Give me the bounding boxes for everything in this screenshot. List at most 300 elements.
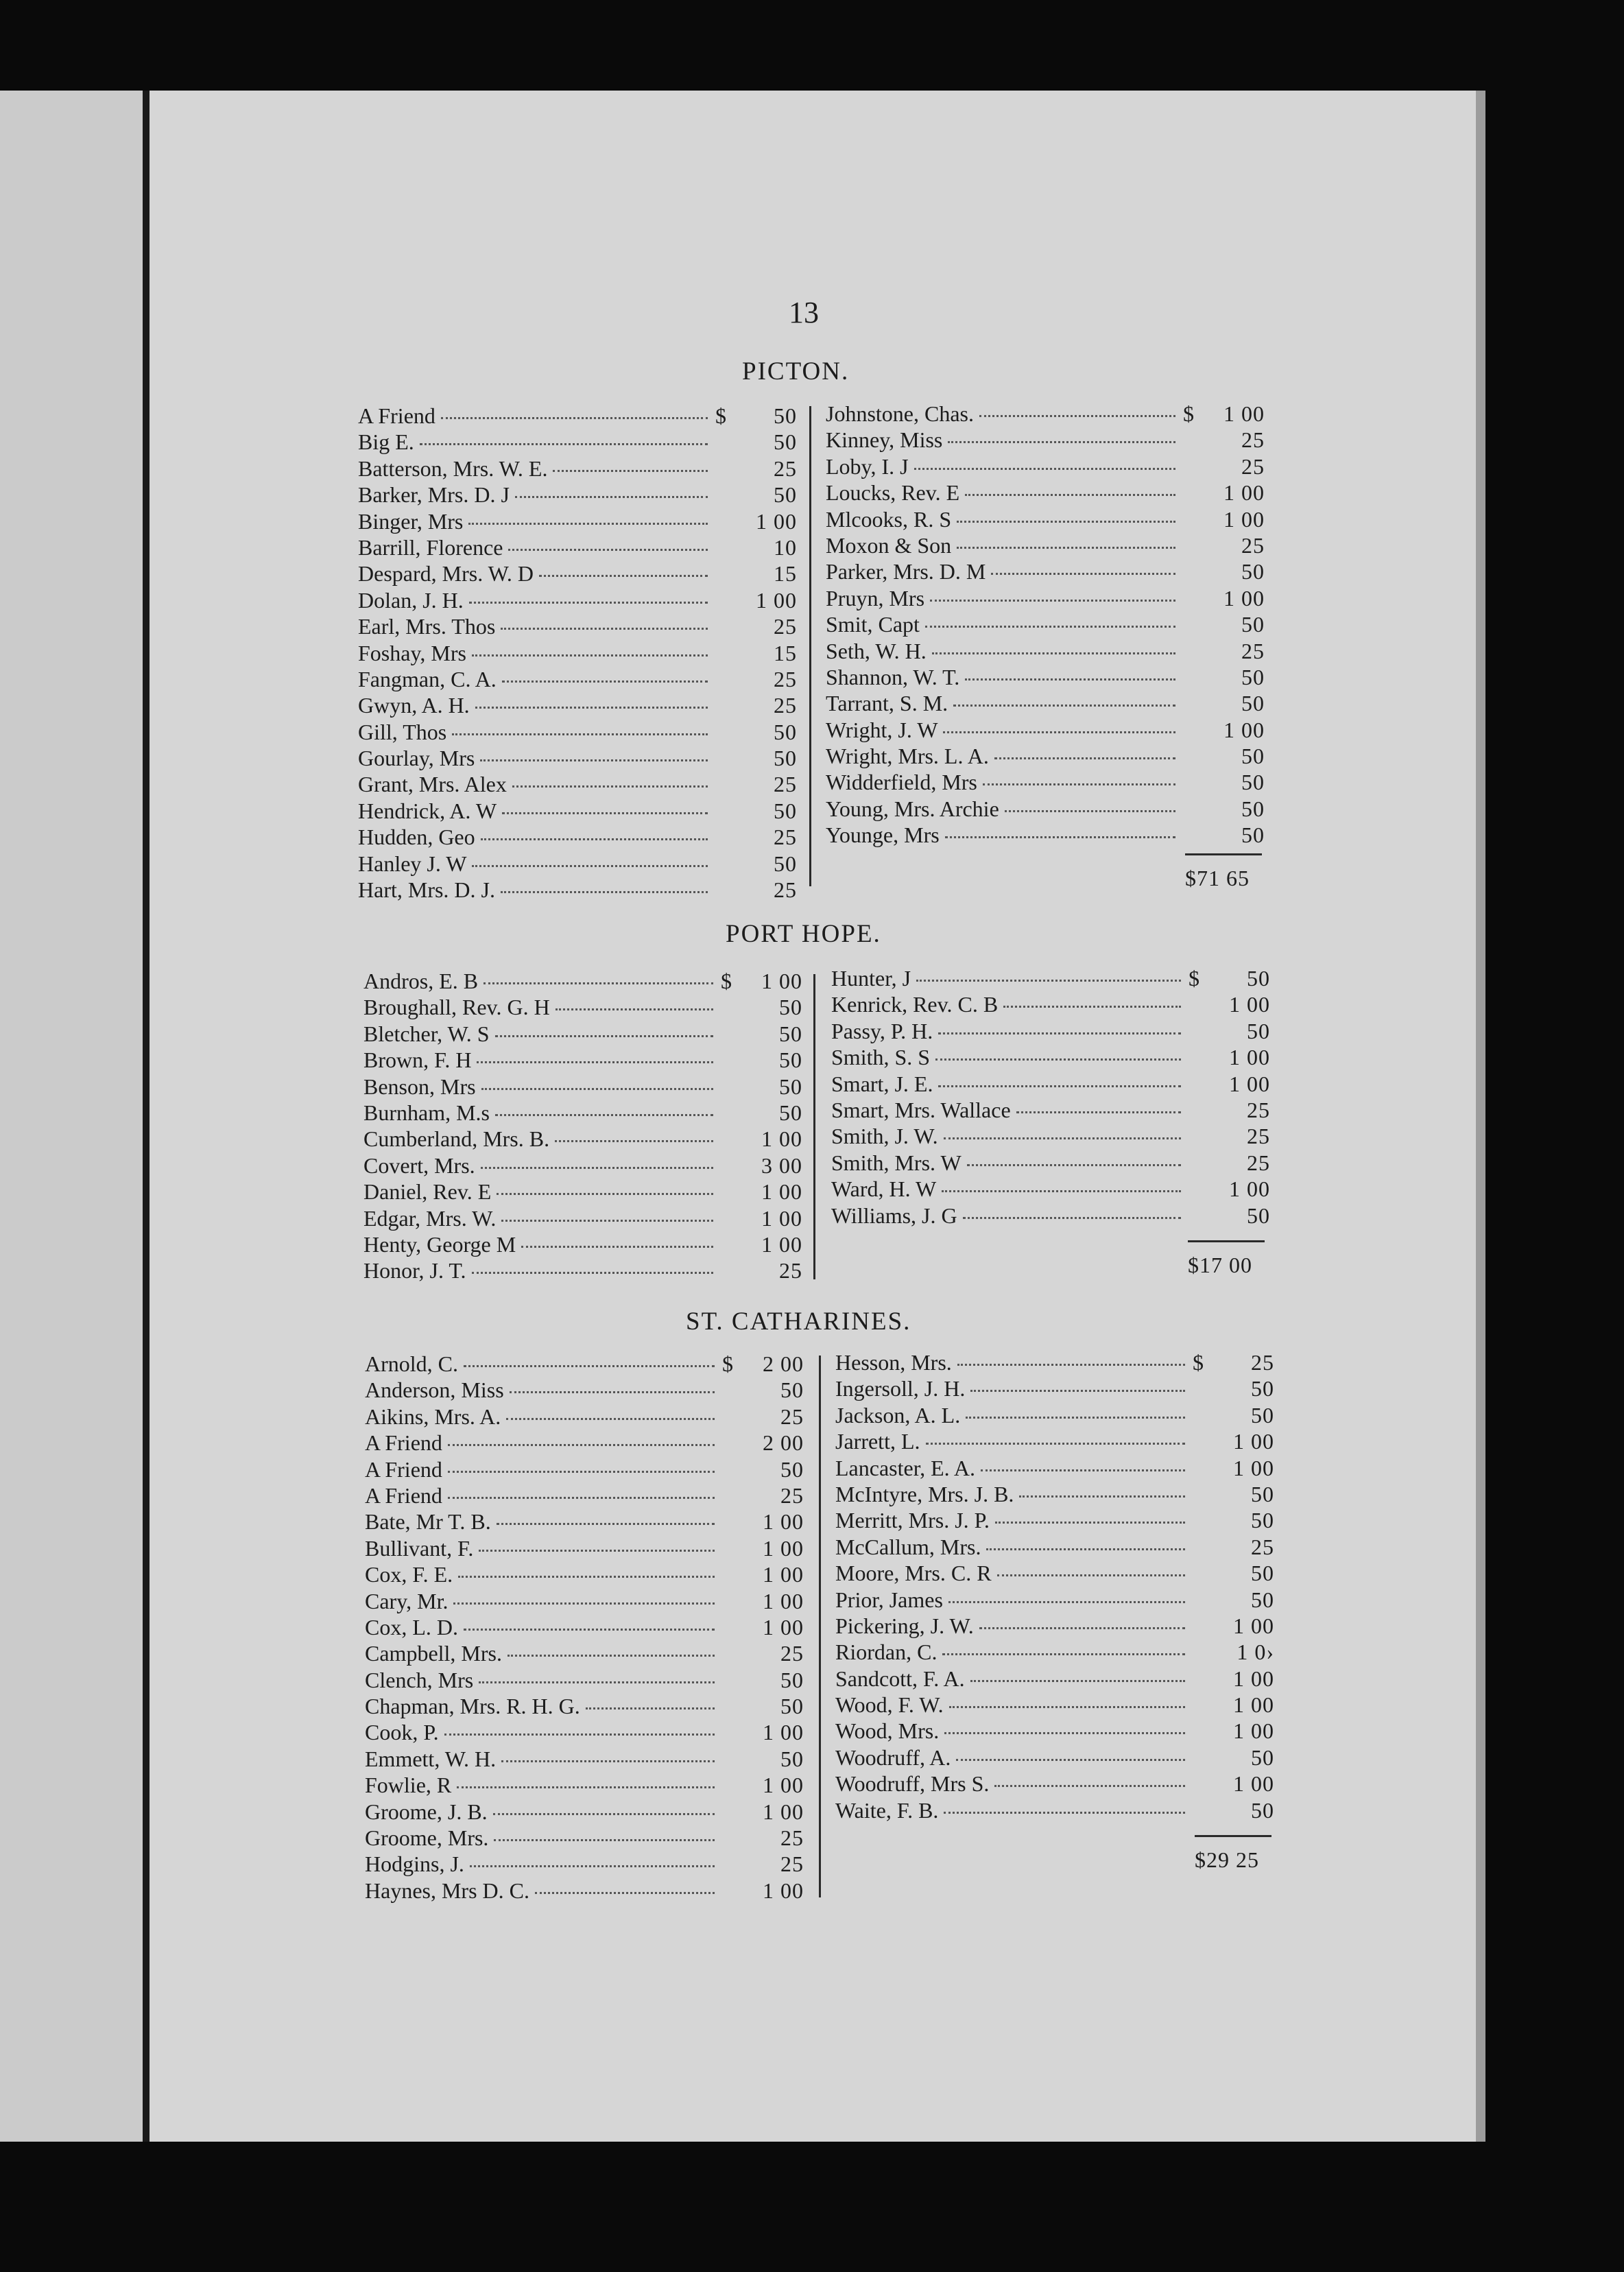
dot-leader [944, 1137, 1181, 1139]
contributor-name: A Friend [365, 1430, 442, 1456]
contributor-name: Passy, P. H. [831, 1018, 933, 1043]
contribution-amount: 25 [780, 1851, 804, 1877]
contributor-name: Smith, J. W. [831, 1124, 938, 1149]
contributor-name: Parker, Mrs. D. M [826, 559, 986, 584]
contributor-name: Hart, Mrs. D. J. [358, 877, 495, 903]
list-item [835, 1482, 1274, 1508]
dot-leader [458, 1576, 715, 1578]
dot-leader [983, 783, 1175, 785]
list-item [365, 1509, 804, 1535]
contribution-amount: 1 00 [761, 1179, 802, 1205]
list-item [363, 969, 802, 995]
contribution-amount: 50 [1251, 1402, 1274, 1428]
dot-leader [586, 1707, 715, 1709]
contributor-name: Covert, Mrs. [363, 1152, 475, 1178]
list-item [365, 1562, 804, 1588]
contribution-amount: 50 [1241, 744, 1265, 769]
contributor-name: Brown, F. H [363, 1048, 472, 1073]
list-item [831, 1045, 1270, 1071]
contributor-name: Woodruff, A. [835, 1744, 951, 1770]
list-item [358, 429, 797, 455]
contribution-amount: 1 0› [1237, 1640, 1274, 1665]
dot-leader [481, 1088, 713, 1090]
dot-leader [464, 1629, 715, 1631]
contribution-amount: 50 [779, 1021, 802, 1046]
dot-leader [981, 1469, 1185, 1471]
contribution-amount: 3 00 [761, 1152, 802, 1178]
dot-leader [508, 549, 708, 551]
list-item [826, 559, 1265, 585]
list-item [831, 1072, 1270, 1098]
dot-leader [481, 1167, 713, 1169]
dot-leader [481, 838, 708, 840]
contributor-name: Andros, E. B [363, 969, 479, 993]
dot-leader [469, 602, 708, 604]
contribution-amount: 25 [780, 1641, 804, 1666]
contribution-amount: 1 00 [1233, 1718, 1274, 1744]
list-item [358, 403, 797, 429]
dot-leader [444, 1733, 715, 1736]
list-item [358, 746, 797, 772]
contribution-amount: 25 [1241, 532, 1265, 558]
list-item [826, 427, 1265, 453]
list-item [365, 1641, 804, 1667]
contribution-amount: 1 00 [1233, 1429, 1274, 1454]
dot-leader [453, 1602, 715, 1605]
contributor-name: Riordan, C. [835, 1640, 938, 1665]
list-item [826, 639, 1265, 665]
contribution-amount: 50 [1241, 823, 1265, 848]
contributor-name: Loucks, Rev. E [826, 480, 960, 506]
dot-leader [965, 494, 1175, 496]
contribution-amount: 50 [774, 403, 797, 428]
contributor-name: Smart, J. E. [831, 1071, 933, 1096]
contributor-name: Daniel, Rev. E [363, 1179, 492, 1205]
dot-leader [994, 1785, 1185, 1787]
contribution-amount: 50 [780, 1456, 804, 1482]
contribution-amount: 2 00 [763, 1430, 804, 1456]
list-item [835, 1561, 1274, 1587]
contribution-amount: 25 [1251, 1350, 1274, 1375]
page-edge [1476, 91, 1485, 2142]
list-item [365, 1720, 804, 1746]
dot-leader [930, 600, 1175, 602]
contribution-amount: 50 [779, 995, 802, 1020]
contributor-name: Henty, George M [363, 1231, 516, 1257]
list-item [363, 1048, 802, 1074]
dot-leader [986, 1548, 1185, 1550]
dot-leader [948, 441, 1175, 443]
list-item [835, 1692, 1274, 1718]
list-item [826, 744, 1265, 770]
contributor-name: Shannon, W. T. [826, 664, 960, 689]
contributor-name: Broughall, Rev. G. H [363, 995, 550, 1020]
contributor-name: Lancaster, E. A. [835, 1455, 975, 1480]
contributor-name: Seth, W. H. [826, 638, 927, 663]
dot-leader [938, 1032, 1181, 1034]
contribution-amount: 50 [774, 429, 797, 455]
list-item [358, 667, 797, 693]
contributor-name: Smart, Mrs. Wallace [831, 1097, 1011, 1122]
dot-leader [441, 417, 708, 419]
st-catharines-column-divider [819, 1356, 821, 1897]
picton-total: $71 65 [1185, 866, 1250, 890]
contributor-name: Anderson, Miss [365, 1377, 504, 1403]
contribution-amount: 50 [1247, 966, 1270, 991]
list-item [365, 1430, 804, 1456]
dot-leader [502, 812, 708, 814]
contribution-amount: 50 [774, 746, 797, 771]
list-item [826, 586, 1265, 612]
list-item [831, 1150, 1270, 1176]
contribution-amount: 15 [774, 640, 797, 665]
list-item [365, 1668, 804, 1694]
list-item [363, 1074, 802, 1100]
dot-leader [965, 678, 1175, 681]
dot-leader [935, 1058, 1181, 1061]
dot-leader [949, 1706, 1185, 1708]
list-item [365, 1694, 804, 1720]
port-hope-total-rule [1188, 1240, 1265, 1242]
contributor-name: Young, Mrs. Archie [826, 796, 999, 821]
contribution-amount: 1 00 [1233, 1771, 1274, 1797]
dot-leader [506, 1418, 715, 1420]
contribution-amount: 50 [779, 1074, 802, 1099]
contributor-name: Merritt, Mrs. J. P. [835, 1508, 990, 1533]
list-item [835, 1718, 1274, 1744]
list-item [826, 401, 1265, 427]
dot-leader [556, 1008, 713, 1010]
contribution-amount: 1 00 [756, 587, 797, 613]
dot-leader [535, 1892, 715, 1894]
list-item [835, 1613, 1274, 1640]
list-item [835, 1350, 1274, 1376]
list-item [365, 1457, 804, 1483]
contributor-name: Pickering, J. W. [835, 1613, 974, 1638]
contribution-amount: 25 [1241, 638, 1265, 663]
dot-leader [539, 575, 708, 577]
contributor-name: A Friend [358, 403, 435, 428]
dot-leader [953, 705, 1175, 707]
contributor-name: Arnold, C. [365, 1351, 458, 1376]
contributor-name: Kinney, Miss [826, 427, 943, 453]
contributor-name: Wright, Mrs. L. A. [826, 744, 989, 769]
contribution-amount: 1 00 [761, 1205, 802, 1231]
contribution-amount: 1 00 [763, 1562, 804, 1587]
dollar-sign: $ [715, 403, 726, 428]
list-item [835, 1745, 1274, 1771]
contributor-name: Campbell, Mrs. [365, 1641, 502, 1666]
dot-leader [938, 1085, 1181, 1087]
list-item [835, 1640, 1274, 1666]
contribution-amount: 1 00 [763, 1773, 804, 1798]
contribution-amount: 25 [774, 614, 797, 639]
contribution-amount: 50 [1241, 612, 1265, 637]
contribution-amount: 1 00 [1223, 585, 1265, 611]
contributor-name: Gill, Thos [358, 719, 447, 744]
contribution-amount: 50 [774, 851, 797, 876]
dot-leader [512, 785, 708, 788]
contribution-amount: 50 [1251, 1744, 1274, 1770]
list-item [365, 1878, 804, 1904]
contributor-name: Moxon & Son [826, 532, 952, 558]
list-item [358, 772, 797, 798]
contributor-name: Hudden, Geo [358, 825, 475, 850]
contribution-amount: 50 [1251, 1561, 1274, 1586]
contributor-name: Cox, L. D. [365, 1614, 458, 1640]
dot-leader [448, 1471, 715, 1473]
contribution-amount: 1 00 [761, 1231, 802, 1257]
dot-leader [991, 573, 1175, 575]
dot-leader [948, 1601, 1185, 1603]
contribution-amount: 25 [1241, 427, 1265, 453]
contribution-amount: 2 00 [763, 1351, 804, 1376]
list-item [365, 1536, 804, 1562]
dot-leader [997, 1574, 1185, 1576]
dollar-sign: $ [1189, 966, 1199, 991]
contributor-name: Honor, J. T. [363, 1258, 466, 1283]
contributor-name: A Friend [365, 1482, 442, 1508]
dot-leader [956, 1759, 1185, 1761]
list-item [358, 825, 797, 851]
contributor-name: Bullivant, F. [365, 1535, 474, 1561]
dot-leader [448, 1497, 715, 1499]
picton-column-divider [809, 406, 811, 886]
contribution-amount: 1 00 [763, 1588, 804, 1613]
contribution-amount: 50 [1251, 1587, 1274, 1612]
list-item [826, 507, 1265, 533]
dot-leader [483, 982, 713, 984]
contribution-amount: 1 00 [763, 1878, 804, 1903]
dot-leader [957, 521, 1175, 523]
list-item [826, 454, 1265, 480]
contributor-name: Pruyn, Mrs [826, 585, 925, 611]
list-item [363, 995, 802, 1021]
dot-leader [508, 1655, 715, 1657]
list-item [826, 691, 1265, 717]
st-catharines-right-column [835, 1350, 1274, 1824]
contribution-amount: 50 [1241, 664, 1265, 689]
list-item [363, 1021, 802, 1048]
list-item [826, 533, 1265, 559]
list-item [831, 1203, 1270, 1229]
contributor-name: Earl, Mrs. Thos [358, 614, 496, 639]
list-item [363, 1206, 802, 1232]
list-item [358, 482, 797, 508]
contribution-amount: 50 [780, 1694, 804, 1719]
contributor-name: Groome, Mrs. [365, 1825, 489, 1851]
contribution-amount: 50 [774, 719, 797, 744]
dot-leader [945, 836, 1175, 838]
contribution-amount: 1 00 [761, 969, 802, 993]
contribution-amount: 50 [1241, 691, 1265, 716]
contributor-name: Wood, F. W. [835, 1692, 944, 1718]
contributor-name: Wood, Mrs. [835, 1718, 940, 1744]
contributor-name: Aikins, Mrs. A. [365, 1404, 501, 1429]
contribution-amount: 1 00 [763, 1535, 804, 1561]
list-item [363, 1100, 802, 1126]
list-item [358, 720, 797, 746]
list-item [358, 535, 797, 561]
port-hope-right-column [831, 966, 1270, 1229]
dollar-sign: $ [721, 969, 732, 993]
list-item [826, 718, 1265, 744]
dot-leader [495, 1035, 713, 1037]
contribution-amount: 25 [780, 1825, 804, 1851]
page-number: 13 [789, 296, 819, 329]
list-item [358, 614, 797, 640]
list-item [365, 1851, 804, 1878]
list-item [358, 456, 797, 482]
contributor-name: Fangman, C. A. [358, 666, 497, 691]
contribution-amount: 1 00 [1233, 1692, 1274, 1718]
contribution-amount: 25 [1247, 1124, 1270, 1149]
dot-leader [464, 1365, 715, 1367]
dot-leader [555, 1140, 713, 1142]
contributor-name: Barrill, Florence [358, 534, 503, 560]
contribution-amount: 25 [774, 666, 797, 691]
contributor-name: Smit, Capt [826, 612, 920, 637]
contributor-name: Prior, James [835, 1587, 943, 1612]
dot-leader [501, 1760, 715, 1762]
contribution-amount: 1 00 [1233, 1613, 1274, 1638]
list-item [358, 509, 797, 535]
contribution-amount: 50 [780, 1377, 804, 1403]
list-item [358, 851, 797, 877]
list-item [365, 1615, 804, 1641]
contribution-amount: 1 00 [1229, 992, 1270, 1017]
contributor-name: McCallum, Mrs. [835, 1534, 981, 1559]
dot-leader [502, 681, 708, 683]
dot-leader [942, 1653, 1185, 1655]
list-item [358, 641, 797, 667]
contribution-amount: 50 [1247, 1203, 1270, 1228]
contributor-name: Cox, F. E. [365, 1562, 453, 1587]
picton-total-rule [1185, 853, 1262, 855]
contribution-amount: 25 [1251, 1534, 1274, 1559]
contribution-amount: 25 [1247, 1097, 1270, 1122]
contribution-amount: 1 00 [763, 1509, 804, 1535]
contributor-name: Tarrant, S. M. [826, 691, 948, 716]
contribution-amount: 1 00 [1229, 1176, 1270, 1202]
list-item [831, 966, 1270, 992]
list-item [358, 561, 797, 587]
dot-leader [493, 1813, 715, 1815]
list-item [831, 1124, 1270, 1150]
contributor-name: Kenrick, Rev. C. B [831, 992, 999, 1017]
contribution-amount: 25 [774, 693, 797, 718]
contributor-name: Smith, Mrs. W [831, 1150, 962, 1175]
contribution-amount: 50 [779, 1048, 802, 1073]
list-item [358, 588, 797, 614]
contribution-amount: 25 [780, 1482, 804, 1508]
contributor-name: Waite, F. B. [835, 1797, 939, 1823]
dot-leader [479, 1550, 715, 1552]
contributor-name: Hendrick, A. W [358, 798, 497, 823]
binding-fold [143, 91, 150, 2142]
contributor-name: Benson, Mrs [363, 1074, 476, 1099]
dot-leader [916, 980, 1181, 982]
list-item [835, 1771, 1274, 1797]
list-item [365, 1799, 804, 1825]
dot-leader [1005, 810, 1175, 812]
list-item [365, 1483, 804, 1509]
dot-leader [967, 1164, 1181, 1166]
contributor-name: Younge, Mrs [826, 823, 940, 848]
contribution-amount: 50 [1251, 1508, 1274, 1533]
list-item [826, 480, 1265, 506]
contributor-name: Hanley J. W [358, 851, 467, 876]
contribution-amount: 50 [1241, 796, 1265, 821]
dot-leader [448, 1444, 715, 1446]
list-item [835, 1429, 1274, 1455]
contribution-amount: 1 00 [1223, 506, 1265, 532]
contribution-amount: 50 [1241, 770, 1265, 795]
dot-leader [970, 1390, 1185, 1392]
list-item [363, 1126, 802, 1152]
contributor-name: Hodgins, J. [365, 1851, 464, 1877]
dollar-sign: $ [1193, 1350, 1204, 1375]
list-item [363, 1153, 802, 1179]
contributor-name: Dolan, J. H. [358, 587, 464, 613]
dot-leader [1016, 1111, 1181, 1113]
contributor-name: Haynes, Mrs D. C. [365, 1878, 529, 1903]
list-item [358, 798, 797, 825]
section-title-st-catharines: ST. CATHARINES. [686, 1307, 911, 1336]
contribution-amount: 1 00 [1223, 401, 1265, 426]
dot-leader [944, 1732, 1185, 1734]
contributor-name: McIntyre, Mrs. J. B. [835, 1481, 1014, 1506]
list-item [835, 1666, 1274, 1692]
contributor-name: Emmett, W. H. [365, 1746, 497, 1771]
dot-leader [470, 1865, 715, 1867]
contribution-amount: 50 [780, 1667, 804, 1692]
list-item [826, 612, 1265, 638]
contribution-amount: 1 00 [1233, 1455, 1274, 1480]
dot-leader [521, 1246, 713, 1248]
contribution-amount: 50 [1247, 1018, 1270, 1043]
picton-right-column [826, 401, 1265, 849]
contribution-amount: 10 [774, 534, 797, 560]
list-item [835, 1508, 1274, 1534]
list-item [826, 665, 1265, 691]
dot-leader [501, 891, 708, 893]
dot-leader [477, 1061, 713, 1063]
dot-leader [475, 707, 708, 709]
contribution-amount: 50 [779, 1100, 802, 1125]
port-hope-total: $17 00 [1188, 1253, 1252, 1277]
list-item [365, 1404, 804, 1430]
contributor-name: Barker, Mrs. D. J [358, 482, 510, 508]
contributor-name: Clench, Mrs [365, 1667, 474, 1692]
contribution-amount: 50 [774, 482, 797, 508]
contribution-amount: 25 [780, 1404, 804, 1429]
dollar-sign: $ [1183, 401, 1194, 426]
list-item [826, 823, 1265, 849]
dot-leader [942, 1190, 1181, 1192]
dot-leader [501, 1220, 713, 1222]
dot-leader [480, 759, 708, 761]
list-item [365, 1825, 804, 1851]
list-item [831, 1176, 1270, 1203]
contribution-amount: 25 [774, 877, 797, 903]
dot-leader [501, 628, 708, 630]
contribution-amount: 25 [1247, 1150, 1270, 1175]
contributor-name: Burnham, M.s [363, 1100, 490, 1125]
dot-leader [479, 1681, 715, 1683]
contribution-amount: 25 [779, 1258, 802, 1283]
picton-left-column [358, 403, 797, 903]
